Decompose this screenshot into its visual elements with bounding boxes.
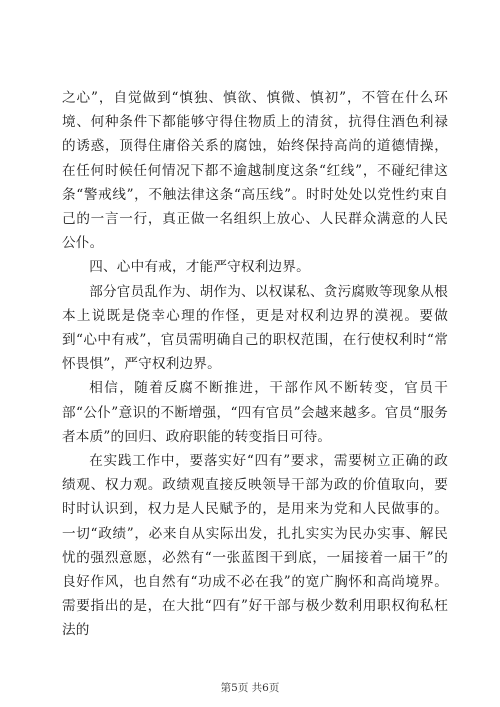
- document-body: [62, 86, 448, 643]
- page-footer: 第5页 共6页: [220, 682, 280, 694]
- paragraph-3: 相信，随着反腐不断推进，干部作风不断转变，官员干部“公仆”意识的不断增强，“四有官员”会越来越多。官员“服务者本质”的回归、政府职能的转变指日可待。: [62, 380, 448, 445]
- section-heading: 四、心中有戒，才能严守权利边界。: [89, 259, 310, 276]
- paragraph-2: 部分官员乱作为、胡作为、以权谋私、贪污腐败等现象从根本上说既是侥幸心理的作怪，更是对权利边界的漠视。要做到“心中有戒”，官员需明确自己的职权范围，在行使权利时“常怀畏惧”，严守权利边界。: [62, 283, 448, 373]
- paragraph-1: 之心”，自觉做到“慎独、慎欲、慎微、慎初”，不管在什么环境、何种条件下都能够守得住物质上的清贫，抗得住酒色利禄的诱惑，顶得住庸俗关系的腐蚀，始终保持高尚的道德情操，在任何时候任何情况下都不逾越制度这条“红线”，不碰纪律这条“警戒线”，不触法律这条“高压线”。时时处处以党性约束自己的一言一行，真正做一名组织上放心、人民群众满意的人民公仆。: [62, 90, 448, 252]
- paragraph-4: 在实践工作中，要落实好“四有”要求，需要树立正确的政绩观、权力观。政绩观直接反映领导干部为政的价值取向，要时时认识到，权力是人民赋予的，是用来为党和人民做事的。一切“政绩”，必来自从实际出发，扎扎实实为民办实事、解民忧的强烈意愿，必然有“一张蓝图干到底，一届接着一届干”的良好作风，也自然有“功成不必在我”的宽广胸怀和高尚境界。需要指出的是，在大批“四有”好干部与极少数利用职权徇私枉法的: [62, 453, 448, 639]
